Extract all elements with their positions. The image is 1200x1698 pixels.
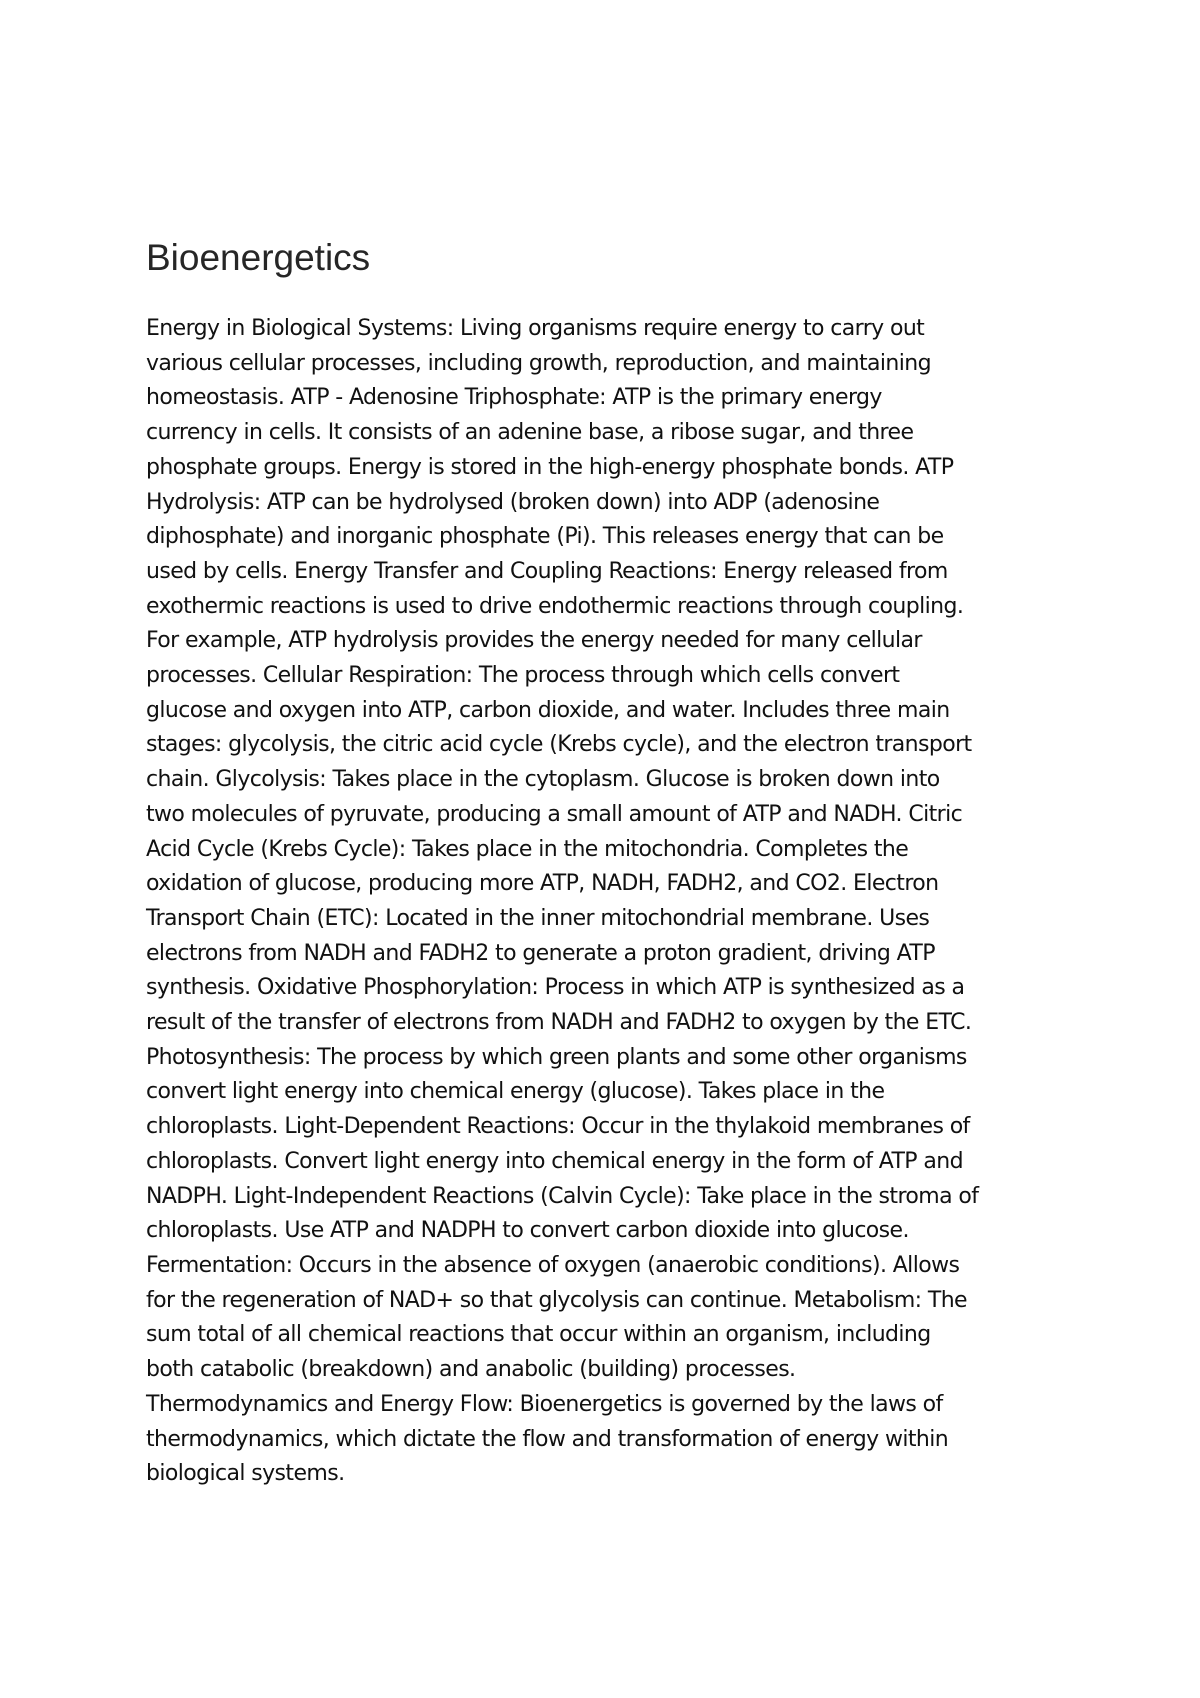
body-line: glucose and oxygen into ATP, carbon dioxide, and water. Includes three main: [146, 697, 950, 723]
body-line: two molecules of pyruvate, producing a small amount of ATP and NADH. Citric: [146, 801, 963, 827]
body-line: For example, ATP hydrolysis provides the energy needed for many cellular: [146, 628, 922, 654]
body-line: Transport Chain (ETC): Located in the inner mitochondrial membrane. Uses: [146, 905, 930, 931]
body-line: both catabolic (breakdown) and anabolic (building) processes.: [146, 1357, 796, 1383]
body-line: oxidation of glucose, producing more ATP, NADH, FADH2, and CO2. Electron: [146, 871, 939, 897]
body-line: phosphate groups. Energy is stored in the high-energy phosphate bonds. ATP: [146, 454, 954, 480]
body-line: electrons from NADH and FADH2 to generate a proton gradient, driving ATP: [146, 940, 935, 966]
body-line: for the regeneration of NAD+ so that glycolysis can continue. Metabolism: The: [146, 1287, 967, 1313]
body-line: Acid Cycle (Krebs Cycle): Takes place in the mitochondria. Completes the: [146, 836, 909, 862]
body-line: biological systems.: [146, 1461, 345, 1487]
body-line: sum total of all chemical reactions that occur within an organism, including: [146, 1322, 931, 1348]
body-line: thermodynamics, which dictate the flow and transformation of energy within: [146, 1426, 949, 1452]
body-line: Photosynthesis: The process by which green plants and some other organisms: [146, 1044, 967, 1070]
body-line: Hydrolysis: ATP can be hydrolysed (broken down) into ADP (adenosine: [146, 489, 880, 515]
body-line: stages: glycolysis, the citric acid cycle (Krebs cycle), and the electron transport: [146, 732, 972, 758]
body-line: homeostasis. ATP - Adenosine Triphosphate: ATP is the primary energy: [146, 385, 882, 411]
body-line: Energy in Biological Systems: Living organisms require energy to carry out: [146, 316, 925, 341]
body-line: convert light energy into chemical energy (glucose). Takes place in the: [146, 1079, 885, 1105]
body-line: synthesis. Oxidative Phosphorylation: Process in which ATP is synthesized as a: [146, 975, 965, 1001]
body-line: processes. Cellular Respiration: The process through which cells convert: [146, 663, 900, 689]
body-line: chain. Glycolysis: Takes place in the cytoplasm. Glucose is broken down into: [146, 767, 940, 793]
body-line: chloroplasts. Use ATP and NADPH to convert carbon dioxide into glucose.: [146, 1218, 909, 1244]
body-line: used by cells. Energy Transfer and Coupling Reactions: Energy released from: [146, 558, 948, 584]
document-body: [146, 312, 1076, 1492]
body-line: various cellular processes, including growth, reproduction, and maintaining: [146, 350, 931, 376]
body-line: exothermic reactions is used to drive endothermic reactions through coupling.: [146, 593, 964, 619]
body-line: Thermodynamics and Energy Flow: Bioenergetics is governed by the laws of: [146, 1391, 943, 1417]
body-line: currency in cells. It consists of an adenine base, a ribose sugar, and three: [146, 420, 914, 446]
body-line: result of the transfer of electrons from NADH and FADH2 to oxygen by the ETC.: [146, 1010, 972, 1036]
document-title: Bioenergetics: [146, 237, 371, 278]
body-line: chloroplasts. Light-Dependent Reactions: Occur in the thylakoid membranes of: [146, 1114, 970, 1140]
body-line: NADPH. Light-Independent Reactions (Calvin Cycle): Take place in the stroma of: [146, 1183, 979, 1209]
body-line: chloroplasts. Convert light energy into chemical energy in the form of ATP and: [146, 1148, 963, 1174]
body-line: Fermentation: Occurs in the absence of oxygen (anaerobic conditions). Allows: [146, 1252, 960, 1278]
body-line: diphosphate) and inorganic phosphate (Pi). This releases energy that can be: [146, 524, 944, 550]
